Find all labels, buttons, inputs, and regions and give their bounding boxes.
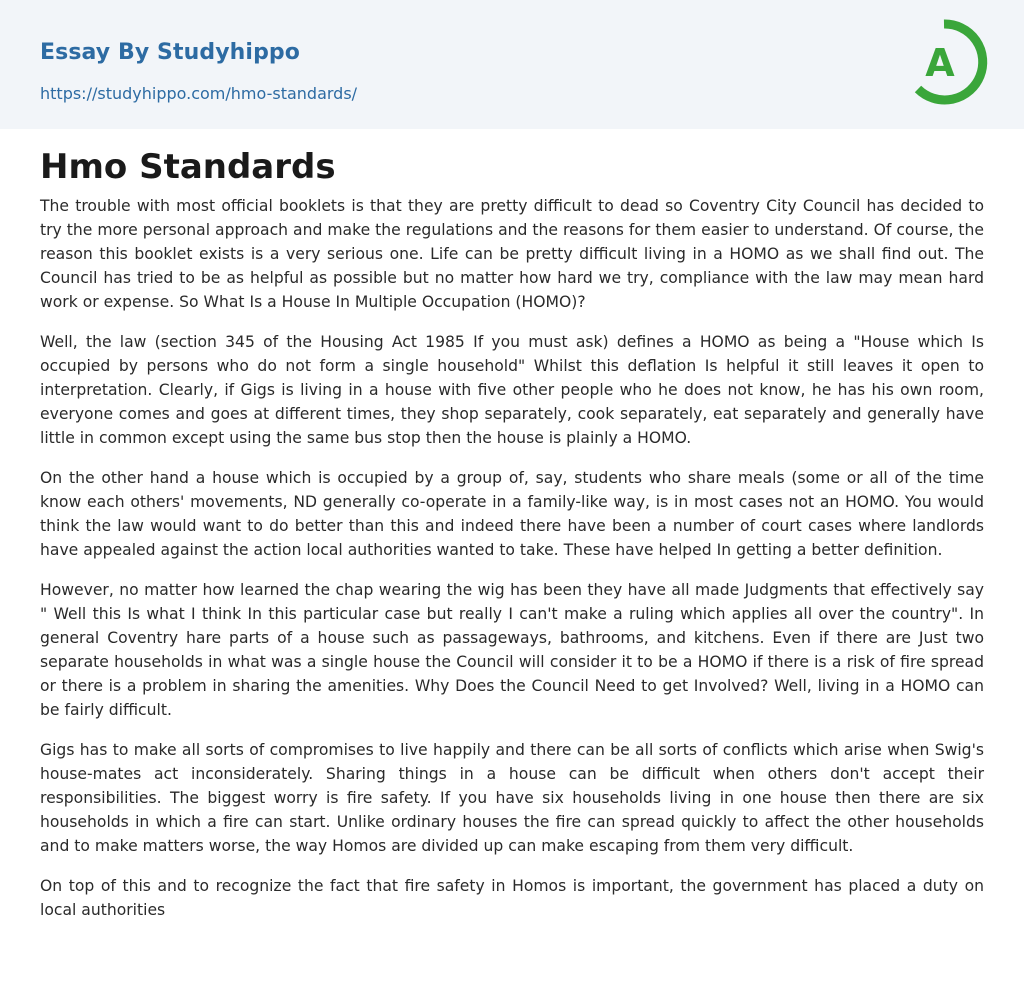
essay-paragraph: On the other hand a house which is occupied by a group of, say, students who share meals (some or all of the time know each others' movements, ND generally co-operate in a family-like way, is in most cases not an HOMO. You would think the law would want to do better than this and indeed there have been a number of court cases where landlords have appealed against the action local authorities wanted to take. These have helped In getting a better definition. bbox=[40, 469, 984, 559]
essay-title: Hmo Standards bbox=[40, 147, 336, 187]
site-header bbox=[0, 0, 1024, 129]
essay-paragraph: The trouble with most official booklets is that they are pretty difficult to dead so Coventry City Council has decided to try the more personal approach and make the regulations and the reasons for them easier to understand. Of course, the reason this booklet exists is a very serious one. Life can be pretty difficult living in a HOMO as we shall find out. The Council has tried to be as helpful as possible but no matter how hard we try, compliance with the law may mean hard work or expense. So What Is a House In Multiple Occupation (HOMO)? bbox=[40, 197, 984, 311]
essay-paragraph: On top of this and to recognize the fact that fire safety in Homos is important, the government has placed a duty on local authorities bbox=[40, 877, 984, 919]
studyhippo-logo-icon[interactable] bbox=[900, 18, 988, 106]
logo-letter: A bbox=[925, 41, 955, 85]
brand-title[interactable]: Essay By Studyhippo bbox=[40, 40, 300, 65]
essay-body bbox=[40, 194, 984, 938]
essay-paragraph: However, no matter how learned the chap wearing the wig has been they have all made Judgments that effectively say " Well this Is what I think In this particular case but really I can't make a ruling which applies all over the country". In general Coventry hare parts of a house such as passageways, bathrooms, and kitchens. Even if there are Just two separate households in what was a single house the Council will consider it to be a HOMO if there is a risk of fire spread or there is a problem in sharing the amenities. Why Does the Council Need to get Involved? Well, living in a HOMO can be fairly difficult. bbox=[40, 581, 984, 719]
essay-paragraph: Gigs has to make all sorts of compromises to live happily and there can be all sorts of conflicts which arise when Swig's house-mates act inconsiderately. Sharing things in a house can be difficult when others don't accept their responsibilities. The biggest worry is fire safety. If you have six households living in one house then there are six households in which a fire can start. Unlike ordinary houses the fire can spread quickly to affect the other households and to make matters worse, the way Homos are divided up can make escaping from them very difficult. bbox=[40, 741, 984, 855]
essay-url-link[interactable]: https://studyhippo.com/hmo-standards/ bbox=[40, 84, 358, 103]
essay-paragraph: Well, the law (section 345 of the Housing Act 1985 If you must ask) defines a HOMO as being a "House which Is occupied by persons who do not form a single household" Whilst this deflation Is helpful it still leaves it open to interpretation. Clearly, if Gigs is living in a house with five other people who he does not know, he has his own room, everyone comes and goes at different times, they shop separately, cook separately, eat separately and generally have little in common except using the same bus stop then the house is plainly a HOMO. bbox=[40, 333, 984, 447]
